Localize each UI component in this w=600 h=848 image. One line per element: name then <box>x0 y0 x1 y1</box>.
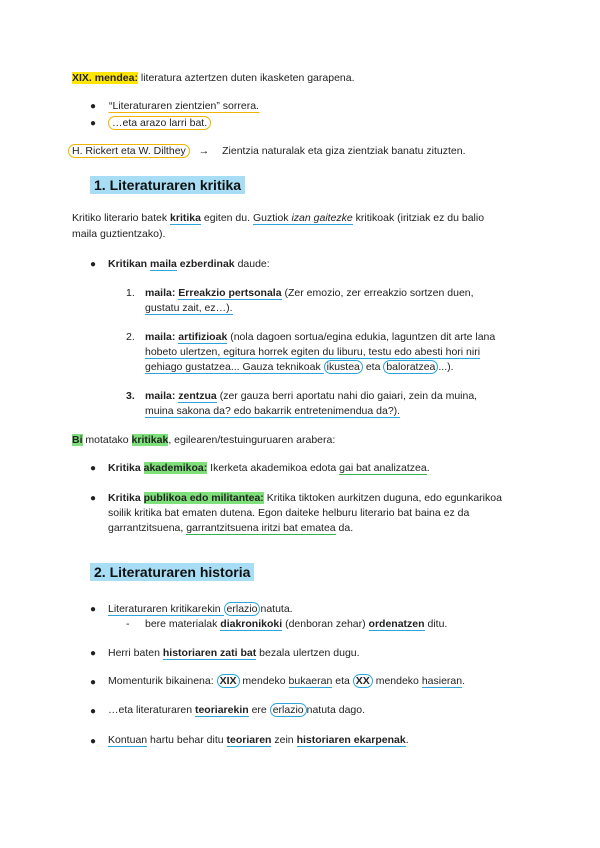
level-1-line2 <box>145 302 233 314</box>
historia-bullet-1 <box>108 603 293 615</box>
text-run: Kritika <box>108 462 144 474</box>
text-run: (nola dagoen sortua/egina edukia, laguntzen dit arte lana <box>227 331 496 343</box>
intro-bullet-1 <box>108 100 260 112</box>
text-run: bukaeran <box>288 675 333 687</box>
text-run: bezala ulertzen dugu. <box>256 647 360 659</box>
text-run: artifizioak <box>178 331 228 343</box>
text-run: soilik kritika bat ematen dutena. Egon daiteke helburu literario bat baina ez da <box>108 507 470 519</box>
text-run: (denboran zehar) <box>282 618 369 630</box>
historia-subbullet <box>145 618 447 630</box>
text-run: zein <box>271 734 297 746</box>
kritika-akademikoa-bullet <box>108 462 430 474</box>
authors-consequence: Zientzia naturalak eta giza zientziak banatu zituzten. <box>222 145 466 157</box>
bullet-icon: ● <box>90 463 97 474</box>
kritika-publikoa-line3 <box>108 522 353 534</box>
intro-label: XIX. mendea: <box>72 72 138 84</box>
text-run: maila <box>150 258 177 270</box>
intro-bullet-2 <box>108 117 211 129</box>
text-run: (zer gauza berri aportatu nahi dio gaiari, zein da muina, <box>216 390 478 402</box>
intro-line <box>72 72 355 84</box>
text-run: natuta. <box>260 603 293 615</box>
section-2-heading: 2. Literaturaren historia <box>90 563 254 581</box>
text-run: ezberdinak <box>176 258 235 270</box>
historia-bullet-5 <box>108 734 409 746</box>
bullet-icon: ● <box>90 706 97 717</box>
text-run: XX <box>353 674 373 688</box>
text-run: Kritiko literario batek <box>72 212 171 224</box>
intro-bullet-2-text: …eta arazo larri bat. <box>108 116 211 130</box>
text-run: Ikerketa akademikoa edota <box>207 462 340 474</box>
level-1-number: 1. <box>126 287 135 299</box>
text-run: Literaturaren kritikarekin <box>108 603 224 615</box>
text-run: maila guztientzako). <box>72 228 166 240</box>
text-run: , egilearen/testuinguruaren arabera: <box>168 434 336 446</box>
text-run: publikoa edo militantea: <box>143 492 264 504</box>
level-3-line1 <box>145 390 477 402</box>
text-run: maila: <box>145 287 179 299</box>
kritika-publikoa-line2 <box>108 507 469 519</box>
bullet-icon: ● <box>90 493 97 504</box>
text-run: Kritika tiktoken aurkitzen duguna, edo egunkarikoa <box>263 492 502 504</box>
text-run: ditu. <box>424 618 448 630</box>
section1-paragraph-line1 <box>72 212 484 224</box>
text-run: erlazio <box>224 602 261 616</box>
kritika-motak-line <box>72 434 335 446</box>
authors-text: H. Rickert eta W. Dilthey <box>68 144 190 158</box>
text-run: Kontuan <box>108 734 148 746</box>
text-run: mendeko <box>372 675 422 687</box>
bullet-icon: ● <box>90 677 97 688</box>
text-run: bere materialak <box>145 618 221 630</box>
text-run: hobeto ulertzen, egitura horrek egiten du liburu, testu edo abesti hori niri <box>145 346 481 358</box>
text-run: Guztiok <box>252 212 292 224</box>
text-run: XIX <box>217 674 240 688</box>
text-run: gehiago gustatzea... Gauza teknikoak <box>145 361 324 373</box>
bullet-icon: ● <box>90 604 97 615</box>
text-run: Kritika <box>108 492 144 504</box>
dash-marker: - <box>126 618 130 630</box>
text-run: historiaren ekarpenak <box>296 734 406 746</box>
historia-bullet-4 <box>108 704 365 716</box>
text-run: izan gaitezke <box>291 212 353 224</box>
bullet-icon: ● <box>90 259 97 270</box>
text-run: motatako <box>82 434 132 446</box>
text-run: Erreakzio pertsonala <box>178 287 282 299</box>
text-run: kritikoak (iritziak ez du balio <box>352 212 485 224</box>
text-run: egiten du. <box>200 212 253 224</box>
level-2-number: 2. <box>126 331 135 343</box>
level-2-line1 <box>145 331 495 343</box>
text-run: eta <box>332 675 353 687</box>
text-run: (Zer emozio, zer erreakzio sortzen duen, <box>281 287 474 299</box>
text-run: hasieran <box>421 675 463 687</box>
text-run: gustatu zait, ez…). <box>145 302 233 314</box>
text-run: diakronikoki <box>220 618 283 630</box>
text-run: gai bat analizatzea <box>339 462 427 474</box>
text-run: ikustea <box>324 360 363 374</box>
text-run: maila: <box>145 390 179 402</box>
level-3-line2 <box>145 405 400 417</box>
text-run: maila: <box>145 331 179 343</box>
text-run: akademikoa: <box>143 462 208 474</box>
level-3-number: 3. <box>126 390 135 402</box>
text-run: teoriarekin <box>194 704 249 716</box>
text-run: …eta literaturaren <box>108 704 195 716</box>
kritika-mailak-bullet <box>108 258 270 270</box>
bullet-icon: ● <box>90 118 97 129</box>
text-run: ere <box>248 704 270 716</box>
authors-line <box>68 145 466 157</box>
kritika-publikoa-line1 <box>108 492 502 504</box>
intro-bullet-1-text: “Literaturaren zientzien” sorrera. <box>109 100 259 112</box>
text-run: baloratzea <box>383 360 438 374</box>
bullet-icon: ● <box>90 736 97 747</box>
text-run: historiaren zati bat <box>162 647 257 659</box>
section-1-heading: 1. Literaturaren kritika <box>90 176 245 194</box>
text-run: kritika <box>170 212 201 224</box>
text-run: garrantzitsuena iritzi bat ematea <box>186 522 336 534</box>
text-run: erlazio <box>270 703 307 717</box>
intro-text: literatura aztertzen duten ikasketen garapena. <box>137 72 355 84</box>
text-run: zentzua <box>178 390 217 402</box>
text-run: teoriaren <box>226 734 272 746</box>
text-run: da. <box>335 522 354 534</box>
historia-bullet-2 <box>108 647 360 659</box>
historia-bullet-3 <box>108 675 465 687</box>
arrow-icon: → <box>198 145 210 157</box>
text-run: Bi <box>72 434 83 446</box>
text-run: Kritikan <box>108 258 151 270</box>
section1-paragraph-line2 <box>72 228 165 240</box>
level-2-line2 <box>145 346 480 358</box>
text-run: . <box>462 675 466 687</box>
bullet-icon: ● <box>90 648 97 659</box>
text-run: garrantzitsuena, <box>108 522 187 534</box>
text-run: kritikak <box>131 434 169 446</box>
text-run: Herri baten <box>108 647 163 659</box>
bullet-icon: ● <box>90 101 97 112</box>
text-run: . <box>426 462 430 474</box>
text-run: ordenatzen <box>368 618 425 630</box>
text-run: Momenturik bikainena: <box>108 675 217 687</box>
text-run: eta <box>362 361 384 373</box>
text-run: . <box>405 734 409 746</box>
text-run: ...). <box>438 361 454 373</box>
text-run: mendeko <box>239 675 289 687</box>
level-2-line3 <box>145 361 454 373</box>
text-run: hartu behar ditu <box>147 734 227 746</box>
text-run: natuta dago. <box>306 704 366 716</box>
text-run: daude: <box>234 258 270 270</box>
level-1-line1 <box>145 287 474 299</box>
text-run: muina sakona da? edo bakarrik entretenimendua da?). <box>145 405 401 417</box>
